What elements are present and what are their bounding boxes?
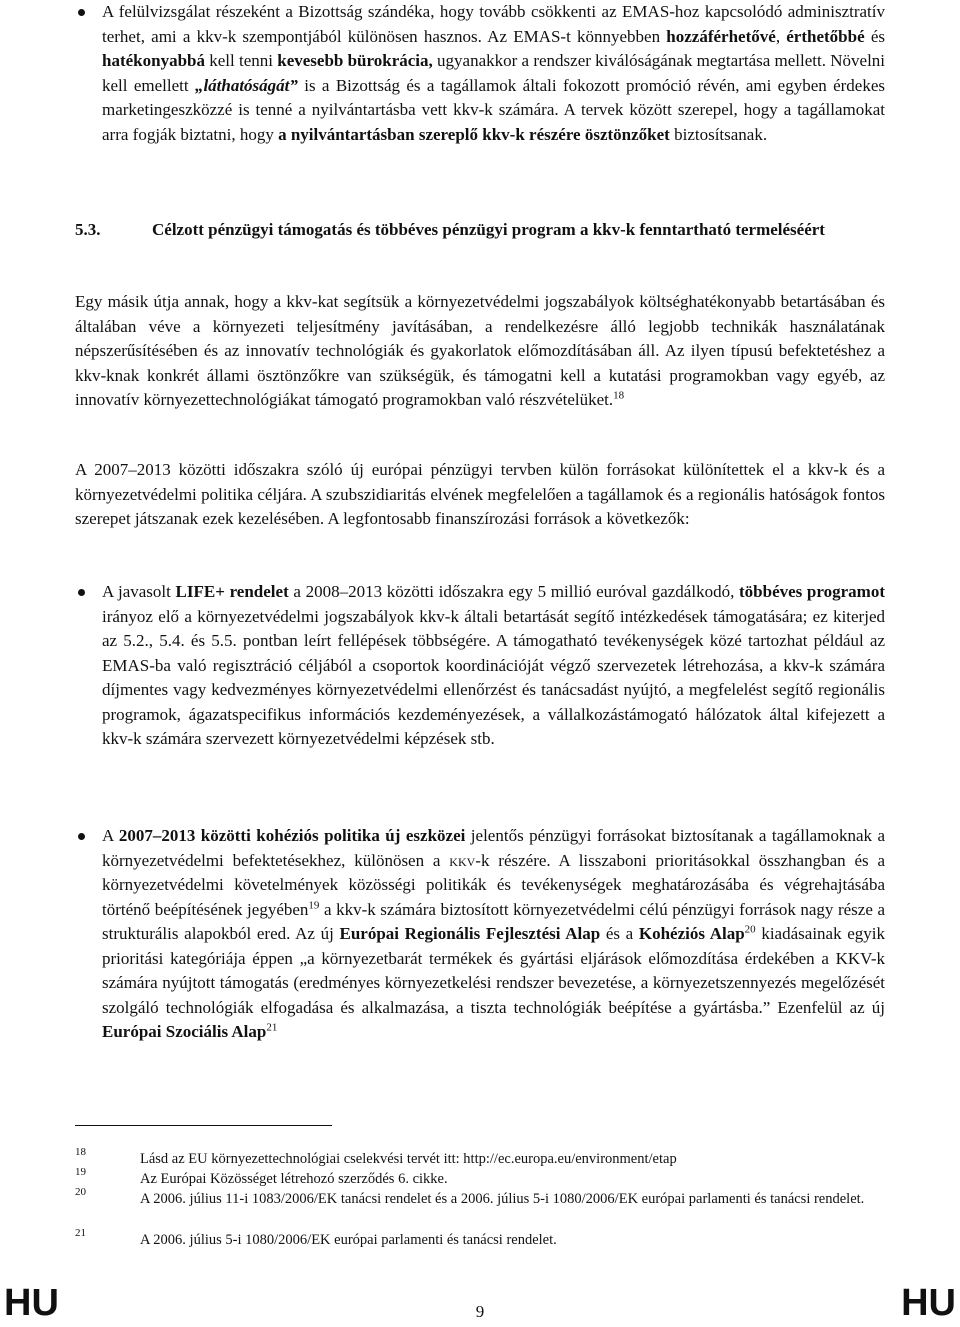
bold-run: Európai Regionális Fejlesztési Alap: [339, 924, 601, 943]
text-run: ugyanakkor a rendszer kiválóságának megtartása mellett. Növelni kell emellett: [102, 51, 886, 95]
bullet-icon: [78, 9, 85, 16]
bullet-paragraph-cohesion: [102, 824, 885, 1045]
text-run: A: [102, 826, 119, 845]
text-run: kell tenni: [204, 51, 278, 70]
footnote-separator: [75, 1125, 332, 1126]
text-run: jelentős pénzügyi forrásokat biztosítanak a tagállamoknak a környezetvédelmi befektetésekhez, különösen a: [102, 826, 885, 870]
bullet-paragraph-life: [102, 580, 885, 752]
footnote-number: 21: [75, 1227, 86, 1239]
bold-run: érthetőbbé: [786, 26, 865, 46]
bold-run: hatékonyabbá: [102, 51, 205, 70]
bold-run: a nyilvántartásban szereplő kkv-k részére ösztönzőket: [278, 124, 670, 144]
footnote-ref[interactable]: 21: [266, 1021, 278, 1034]
small-caps-run: kkv: [449, 850, 476, 870]
section-heading: [75, 218, 885, 243]
footnote-ref[interactable]: 18: [613, 389, 625, 402]
text-run: Egy másik útja annak, hogy a kkv-kat segítsük a környezetvédelmi jogszabályok költséghatékonyabb betartásában és általában véve a környezeti teljesítmény javításában, a rendelkezésre álló legjobb technikák használatának népszerűsítésében és az innovatív technológiák és gyakorlatok előmozdításában áll. Az ilyen típusú befektetéshez a kkv-knak konkrét állami ösztönzőkre van szükségük, és támogatni kell a kutatási programokban vagy egyéb, az innovatív környezettechnológiákat támogató programokban való részvételüket.: [75, 292, 885, 409]
bold-run: kevesebb bürokrácia,: [277, 51, 433, 70]
paragraph-financial-plan: [75, 458, 885, 532]
text-run: A felülvizsgálat részeként a Bizottság szándéka, hogy tovább csökkenti az EMAS-hoz kapcsolódó adminisztratív terhet, ami a kkv-k szempontjából különösen hasznos. Az EMAS-t könnyebben: [102, 2, 885, 46]
text-run: és a: [600, 924, 639, 943]
footnote-number: 19: [75, 1166, 86, 1178]
bold-italic-run: „láthatóságát”: [194, 75, 298, 95]
bold-run: LIFE+ rendelet: [175, 582, 289, 601]
footnote-text: A 2006. július 11-i 1083/2006/EK tanácsi rendelet és a 2006. július 5-i 1080/2006/EK európai parlamenti és tanácsi rendelet.: [140, 1191, 865, 1207]
footnote-ref[interactable]: 19: [308, 898, 320, 911]
footnote-number: 18: [75, 1146, 86, 1158]
text-run: A 2007–2013 közötti időszakra szóló új európai pénzügyi tervben külön forrásokat különítettek el a kkv-k és a környezetvédelmi politika céljára. A szubszidiaritás elvének megfelelően a tagállamok és a regionális hatóságok fontos szerepet játszanak ezek kezelésében. A legfontosabb finanszírozási források a következők:: [75, 460, 885, 528]
text-run: biztosítsanak.: [669, 124, 768, 144]
paragraph-support: [75, 290, 885, 413]
page-number: 9: [475, 1302, 485, 1321]
text-run: irányoz elő a környezetvédelmi jogszabályok kkv-k általi betartását segítő intézkedések támogatására; ez kiterjed az 5.2., 5.4. és 5.5. pontban leírt fellépések többségére. A támogatható tevékenységek közé tartozhat például az EMAS-ba való regisztráció céljából a csoportok koordinációját végző szervezetek létrehozása, a kkv-k számára díjmentes vagy kedvezményes környezetvédelmi ellenőrzést és tanácsadást nyújtó, a megfelelést segítő regionális programok, ágazatspecifikus információs kezdeményezések, a vállalkozástámogató hálózatok által kifejezett a kkv-k számára szervezett környezetvédelmi képzések stb.: [102, 606, 885, 748]
text-run: kiadásainak egyik prioritási kategóriája éppen „a környezetbarát termékek és gyártási eljárások előmozdítása érdekében a KKV-k számára nyújtott támogatás (eredményes környezetkelési rendszer bevezetése, a környezetszennyezés megelőzését szolgáló technológiák elfogadása és alkalmazása, a tiszta technológiák beépítése a gyártásba.” Ezenfelül az új: [102, 924, 886, 1017]
bold-run: többéves programot: [739, 582, 885, 601]
bold-run: Európai Szociális Alap: [102, 1022, 267, 1041]
footnote-number: 20: [75, 1186, 86, 1198]
bullet-icon: [78, 833, 85, 840]
bold-run: hozzáférhetővé: [666, 26, 776, 46]
footnote-ref[interactable]: 20: [744, 923, 756, 936]
section-number: 5.3.: [75, 220, 101, 239]
footnote-text: Lásd az EU környezettechnológiai cselekvési tervét itt: http://ec.europa.eu/environment/etap: [140, 1151, 677, 1167]
text-run: -k részére. A lisszaboni prioritásokkal összhangban és a környezetvédelmi követelmények közösségi politikák és tevékenységek meghatározásába és végrehajtásába történő beépítésének jegyében: [102, 850, 885, 919]
text-run: is a Bizottság és a tagállamok általi fokozott promóció révén, ami egyben érdekes marketingeszközzé is tenné a nyilvántartásba vett kkv-k számára. A tervek között szerepel, hogy a tagállamokat arra fogják biztatni, hogy: [102, 75, 885, 144]
text-run: ,: [775, 26, 787, 46]
bold-run: Kohéziós Alap: [638, 924, 745, 943]
bullet-paragraph-emas: [102, 0, 885, 147]
text-run: és: [864, 26, 885, 46]
text-run: a 2008–2013 közötti időszakra egy 5 millió euróval gazdálkodó,: [288, 582, 739, 601]
footnote-text: Az Európai Közösséget létrehozó szerződés 6. cikke.: [140, 1171, 448, 1187]
footer-language-right: HU: [901, 1282, 956, 1324]
footer-language-left: HU: [4, 1282, 59, 1324]
footnote-text: A 2006. július 5-i 1080/2006/EK európai parlamenti és tanácsi rendelet.: [140, 1232, 557, 1248]
text-run: A javasolt: [102, 582, 176, 601]
text-run: a kkv-k számára biztosított környezetvédelmi célú pénzügyi források nagy része a strukturális alapokból ered. Az új: [102, 899, 885, 943]
bullet-icon: [78, 589, 85, 596]
bold-run: 2007–2013 közötti kohéziós politika új eszközei: [118, 826, 466, 845]
section-title: Célzott pénzügyi támogatás és többéves pénzügyi program a kkv-k fenntartható termeléséért: [152, 220, 825, 239]
